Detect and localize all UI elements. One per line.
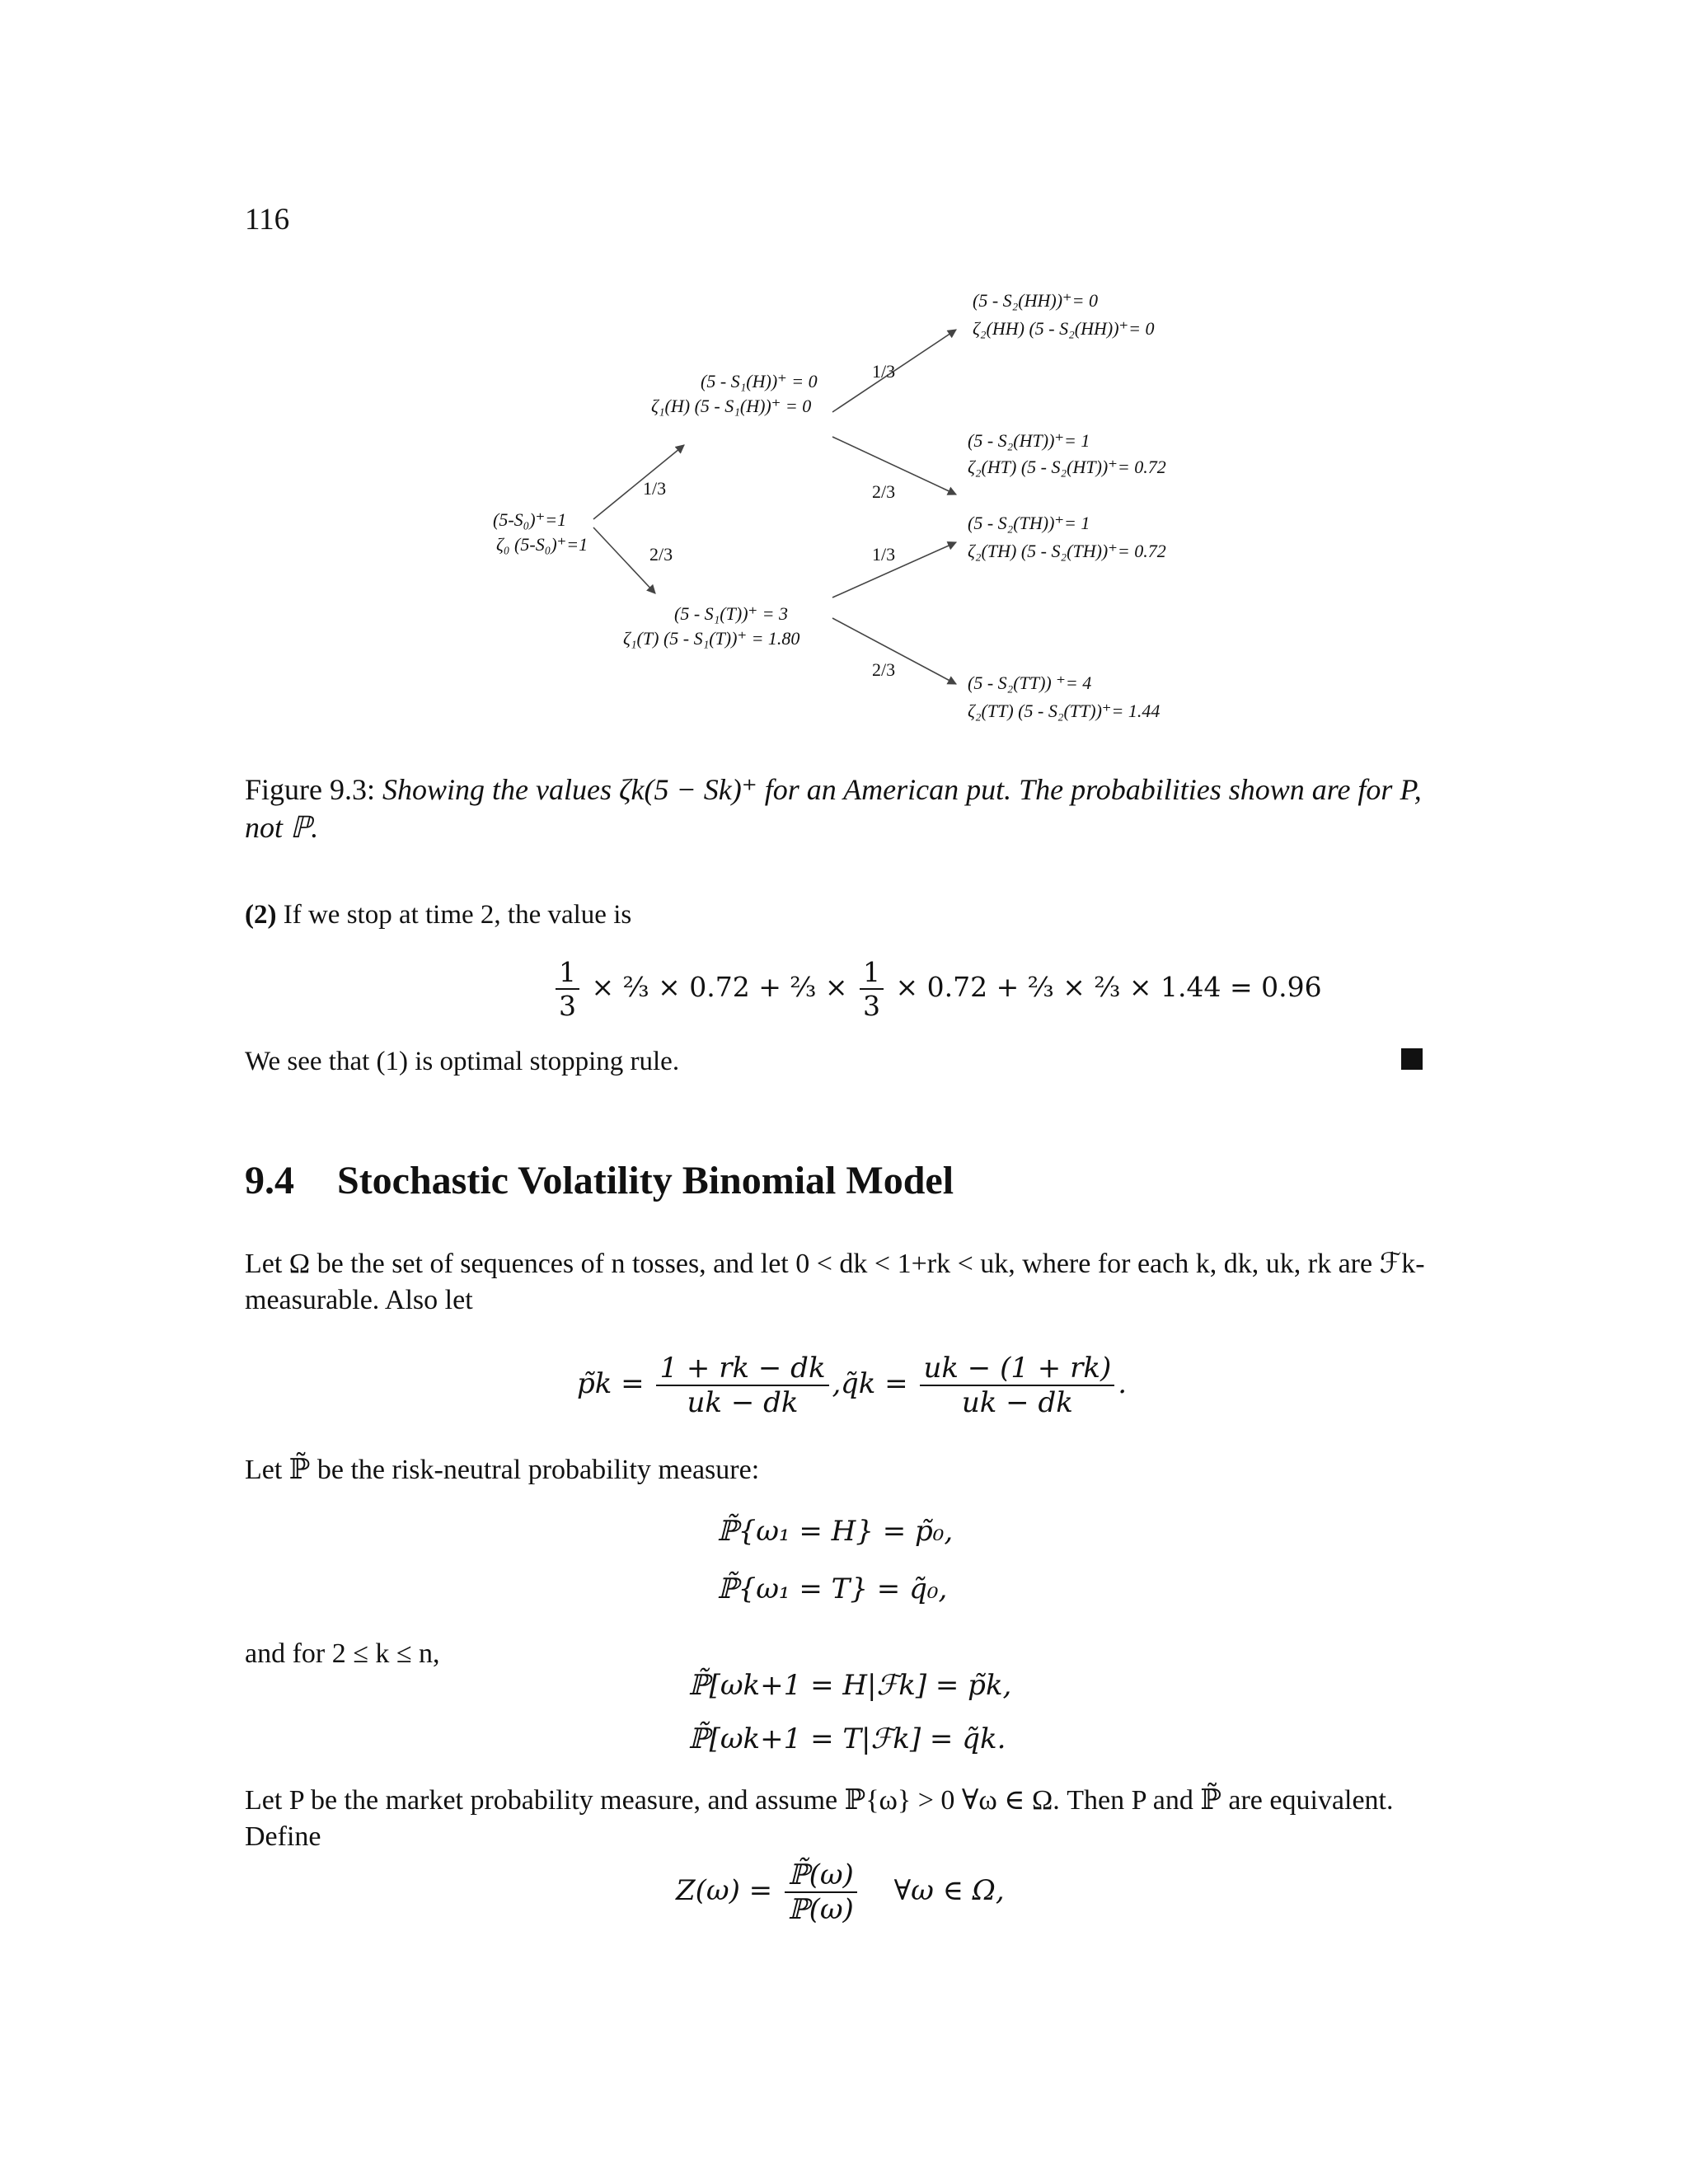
equation-stop-value <box>552 956 1322 1022</box>
page-number: 116 <box>245 203 290 237</box>
node-th-value: (5 - S₂(TH))⁺= 1 <box>968 513 1090 533</box>
root-value: (5-S₀)⁺=1 <box>493 509 567 530</box>
prob-t-tt: 2/3 <box>872 659 896 680</box>
prob-root-h: 1/3 <box>643 478 667 499</box>
node-h-discounted: ζ₁(H) (5 - S₁(H))⁺ = 0 <box>651 396 812 416</box>
node-tt-discounted: ζ₂(TT) (5 - S₂(TT))⁺= 1.44 <box>968 701 1160 721</box>
prob-root-t: 2/3 <box>649 544 673 565</box>
prob-h-ht: 2/3 <box>872 481 896 502</box>
denominator: uk − dk <box>687 1386 799 1419</box>
paragraph-4: Let P be the market probability measure, and assume ℙ{ω} > 0 ∀ω ∈ Ω. Then P and ℙ̃ are equivalent. Define <box>245 1785 1394 1852</box>
denominator: ℙ(ω) <box>788 1893 854 1926</box>
equation-part: × ⅔ × 0.72 + ⅔ × <box>591 971 848 1003</box>
equation-p-tilde: p̃k = $\frac{1 + rk - dk}{uk - dk}$ , <box>577 1352 842 1419</box>
node-th-discounted: ζ₂(TH) (5 - S₂(TH))⁺= 0.72 <box>968 541 1166 561</box>
numerator: 1 <box>860 956 884 990</box>
denominator: uk − dk <box>961 1386 1073 1419</box>
step-text: If we stop at time 2, the value is <box>283 900 632 930</box>
figure-label: Figure 9.3: <box>245 773 375 806</box>
denominator: 3 <box>863 990 880 1022</box>
binomial-tree-figure <box>478 280 1220 742</box>
equation-rn-kt: ℙ̃[ωk+1 = T|ℱk] = q̃k. <box>688 1722 1006 1755</box>
fraction <box>785 1858 857 1926</box>
qed-square-icon <box>1401 1048 1423 1070</box>
equation-q-tilde: q̃k = $\frac{uk - (1 + rk)}{uk - dk}$ . <box>841 1352 1128 1419</box>
section-heading <box>245 1158 954 1203</box>
section-number: 9.4 <box>245 1159 294 1202</box>
numerator: ℙ̃(ω) <box>785 1858 857 1893</box>
equation-rn-t: ℙ̃{ω₁ = T} = q̃₀, <box>717 1572 948 1605</box>
fraction <box>656 1352 828 1419</box>
prob-t-th: 1/3 <box>872 544 896 565</box>
numerator: 1 + rk − dk <box>656 1352 828 1386</box>
node-ht-discounted: ζ₂(HT) (5 - S₂(HT))⁺= 0.72 <box>968 457 1166 477</box>
node-t-discounted: ζ₁(T) (5 - S₁(T))⁺ = 1.80 <box>623 628 800 649</box>
equation-rn-h: ℙ̃{ω₁ = H} = p̃₀, <box>717 1515 954 1548</box>
denominator: 3 <box>559 990 576 1022</box>
fraction <box>920 1352 1114 1419</box>
step-marker: (2) <box>245 900 277 930</box>
paragraph-1: Let Ω be the set of sequences of n tosses, and let 0 < dk < 1+rk < uk, where for each k, dk, uk, rk are ℱk-measurable. Also let <box>245 1249 1425 1315</box>
paragraph-3: and for 2 ≤ k ≤ n, <box>245 1638 440 1669</box>
equation-lhs: p̃k = <box>577 1367 645 1400</box>
numerator: 1 <box>556 956 579 990</box>
node-hh-discounted: ζ₂(HH) (5 - S₂(HH))⁺= 0 <box>973 318 1155 339</box>
root-discounted: ζ₀ (5-S₀)⁺=1 <box>496 534 588 555</box>
node-hh-value: (5 - S₂(HH))⁺= 0 <box>973 290 1099 311</box>
section-title: Stochastic Volatility Binomial Model <box>337 1159 954 1202</box>
fraction <box>860 956 884 1022</box>
equation-lhs: Z(ω) = <box>676 1874 773 1907</box>
figure-caption <box>245 771 1440 846</box>
prob-h-hh: 1/3 <box>872 361 896 382</box>
fraction <box>556 956 579 1022</box>
step-2 <box>245 900 631 930</box>
figure-caption-text: Showing the values ζk(5 − Sk)⁺ for an American put. The probabilities shown are for P, not ℙ. <box>245 773 1422 844</box>
equation-z <box>676 1858 1005 1926</box>
conclusion-text: We see that (1) is optimal stopping rule. <box>245 1047 680 1076</box>
node-h-value: (5 - S₁(H))⁺ = 0 <box>701 371 818 391</box>
edge-root-t <box>593 527 655 593</box>
edge-root-h <box>593 445 684 519</box>
tree-edges <box>478 280 1220 742</box>
node-t-value: (5 - S₁(T))⁺ = 3 <box>674 603 788 624</box>
equation-rhs: ∀ω ∈ Ω, <box>893 1874 1005 1907</box>
node-ht-value: (5 - S₂(HT))⁺= 1 <box>968 430 1090 451</box>
equation-rn-kh: ℙ̃[ωk+1 = H|ℱk] = p̃k, <box>688 1669 1012 1702</box>
paragraph-2: Let ℙ̃ be the risk-neutral probability measure: <box>245 1455 760 1485</box>
numerator: uk − (1 + rk) <box>920 1352 1114 1386</box>
equation-part: × 0.72 + ⅔ × ⅔ × 1.44 = 0.96 <box>895 971 1322 1003</box>
node-tt-value: (5 - S₂(TT)) ⁺= 4 <box>968 673 1092 693</box>
equation-lhs: q̃k = <box>841 1367 908 1400</box>
